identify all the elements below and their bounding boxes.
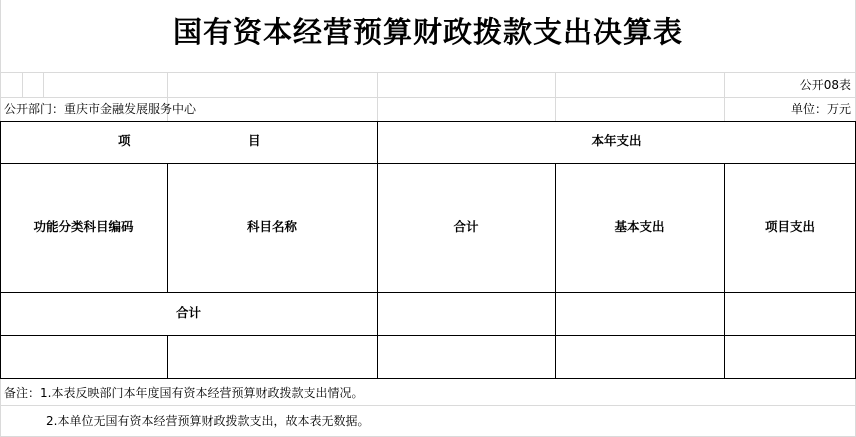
table-border [0, 121, 856, 122]
table-border [724, 163, 725, 379]
table-border [0, 121, 1, 379]
gridline [43, 72, 44, 97]
gridline [377, 72, 378, 122]
table-border [0, 335, 856, 336]
form-number: 公开08表 [799, 78, 851, 92]
department-label: 公开部门：重庆市金融发展服务中心 [4, 102, 197, 116]
table-border [0, 163, 377, 164]
note-1: 备注：1.本表反映部门本年度国有资本经营预算财政拨款支出情况。 [4, 386, 364, 400]
gridline [724, 72, 725, 122]
header-item-char1: 项 [118, 133, 131, 148]
note-2: 2.本单位无国有资本经营预算财政拨款支出，故本表无数据。 [46, 414, 370, 428]
header-name: 科目名称 [246, 219, 297, 234]
table-border [377, 163, 856, 164]
total-row-label: 合计 [175, 305, 201, 320]
gridline [22, 72, 23, 97]
gridline [0, 97, 856, 98]
gridline [555, 72, 556, 122]
table-border [555, 163, 556, 379]
header-basic: 基本支出 [614, 219, 665, 234]
header-code: 功能分类科目编码 [33, 219, 134, 234]
page-title: 国有资本经营预算财政拨款支出决算表 [172, 15, 683, 49]
gridline [0, 405, 856, 406]
unit-label: 单位：万元 [790, 102, 851, 116]
table-border [377, 121, 378, 379]
header-project: 项目支出 [764, 219, 815, 234]
gridline [0, 72, 856, 73]
table-border [0, 292, 856, 293]
table-border [0, 378, 856, 379]
table-border [167, 335, 168, 379]
header-item-char2: 目 [248, 133, 261, 148]
header-current-year: 本年支出 [591, 133, 642, 148]
header-total: 合计 [453, 219, 479, 234]
